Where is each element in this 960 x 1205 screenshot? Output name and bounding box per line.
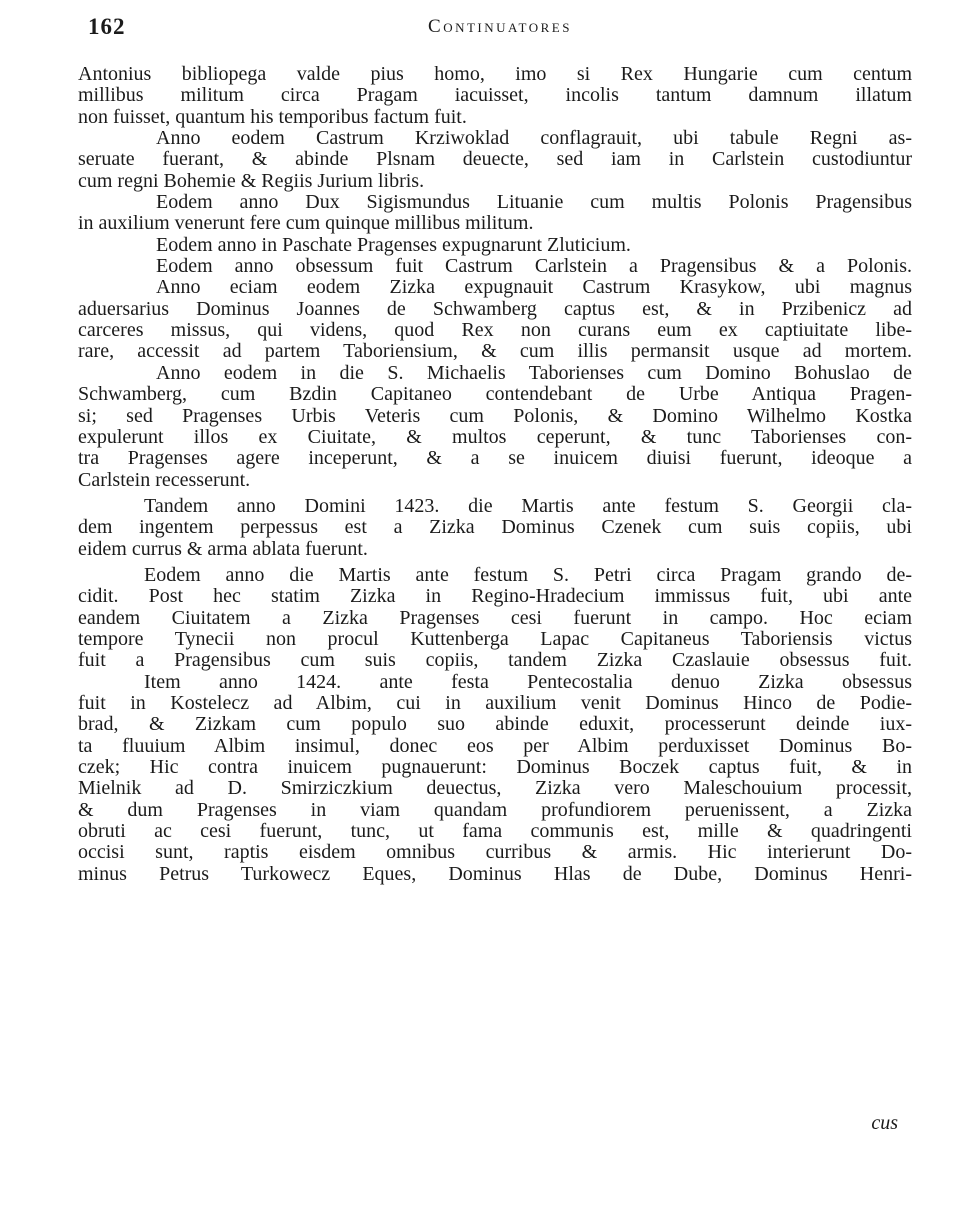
text-line: minus Petrus Turkowecz Eques, Dominus Hlas de Dube, Dominus Henri- xyxy=(78,863,912,885)
text-line: czek; Hic contra inuicem pugnauerunt: Dominus Boczek captus fuit, & in xyxy=(78,757,912,778)
text-line: Anno eodem Castrum Krziwoklad conflagrauit, ubi tabule Regni as- xyxy=(156,128,912,150)
text-line: fuit in Kostelecz ad Albim, cui in auxilium venit Dominus Hinco de Podie- xyxy=(78,692,912,714)
text-line: occisi sunt, raptis eisdem omnibus curribus & armis. Hic interierunt Do- xyxy=(78,842,912,864)
text-line: Carlstein recesserunt. xyxy=(78,469,251,491)
text-line: fuit a Pragensibus cum suis copiis, tandem Zizka Czaslauie obsessus fuit. xyxy=(78,650,912,672)
text-line: Anno eciam eodem Zizka expugnauit Castrum Krasykow, ubi magnus xyxy=(156,277,912,299)
text-line: brad, & Zizkam cum populo suo abinde eduxit, processerunt deinde iux- xyxy=(78,714,912,736)
text-line: Eodem anno obsessum fuit Castrum Carlstein a Pragensibus & a Polonis. xyxy=(156,256,912,278)
text-line: Eodem anno die Martis ante festum S. Petri circa Pragam grando de- xyxy=(144,564,912,586)
text-line: cum regni Bohemie & Regiis Jurium libris. xyxy=(78,170,425,192)
text-line: & dum Pragenses in viam quandam profundiorem peruenissent, a Zizka xyxy=(78,799,912,821)
text-line: cidit. Post hec statim Zizka in Regino-Hradecium immissus fuit, ubi ante xyxy=(78,586,912,608)
text-line: obruti ac cesi fuerunt, tunc, ut fama communis est, mille & quadringenti xyxy=(78,821,912,843)
running-head: Continuatores xyxy=(428,16,572,37)
catchword: cus xyxy=(871,1112,898,1134)
text-line: tempore Tynecii non procul Kuttenberga Lapac Capitaneus Taboriensis victus xyxy=(78,628,912,650)
text-line: carceres missus, qui videns, quod Rex non curans eum ex captiuitate libe- xyxy=(78,320,912,342)
text-line: eidem currus & arma ablata fuerunt. xyxy=(78,538,368,560)
text-line: aduersarius Dominus Joannes de Schwamberg captus est, & in Przibenicz ad xyxy=(78,298,912,320)
text-line: Anno eodem in die S. Michaelis Taborienses cum Domino Bohuslao de xyxy=(156,362,912,384)
text-line: Mielnik ad D. Smirziczkium deuectus, Zizka vero Maleschouium processit, xyxy=(78,778,912,800)
page-number: 162 xyxy=(88,14,126,39)
text-line: rare, accessit ad partem Taboriensium, & cum illis permansit usque ad mortem. xyxy=(78,341,912,363)
text-line: Item anno 1424. ante festa Pentecostalia denuo Zizka obsessus xyxy=(144,671,912,693)
text-line: Schwamberg, cum Bzdin Capitaneo contendebant de Urbe Antiqua Pragen- xyxy=(78,384,912,406)
text-line: Tandem anno Domini 1423. die Martis ante festum S. Georgii cla- xyxy=(144,495,912,517)
text-line: millibus militum circa Pragam iacuisset, incolis tantum damnum illatum xyxy=(78,85,912,107)
text-line: ta fluuium Albim insimul, donec eos per Albim perduxisset Dominus Bo- xyxy=(78,735,912,757)
body-text xyxy=(78,64,912,885)
text-line: Eodem anno Dux Sigismundus Lituanie cum multis Polonis Pragensibus xyxy=(156,192,912,214)
text-line: Antonius bibliopega valde pius homo, imo si Rex Hungarie cum centum xyxy=(78,64,912,85)
text-line: eandem Ciuitatem a Zizka Pragenses cesi fuerunt in campo. Hoc eciam xyxy=(78,607,912,629)
text-line: si; sed Pragenses Urbis Veteris cum Polonis, & Domino Wilhelmo Kostka xyxy=(78,405,912,427)
text-line: Eodem anno in Paschate Pragenses expugnarunt Zluticium. xyxy=(156,234,631,256)
text-line: expulerunt illos ex Ciuitate, & multos ceperunt, & tunc Taborienses con- xyxy=(78,426,912,448)
text-line: in auxilium venerunt fere cum quinque millibus militum. xyxy=(78,213,534,235)
text-line: dem ingentem perpessus est a Zizka Dominus Czenek cum suis copiis, ubi xyxy=(78,517,912,539)
text-line: non fuisset, quantum his temporibus factum fuit. xyxy=(78,106,467,128)
text-line: tra Pragenses agere inceperunt, & a se inuicem diuisi fuerunt, ideoque a xyxy=(78,448,912,470)
text-line: seruate fuerant, & abinde Plsnam deuecte, sed iam in Carlstein custodiuntur xyxy=(78,149,912,171)
